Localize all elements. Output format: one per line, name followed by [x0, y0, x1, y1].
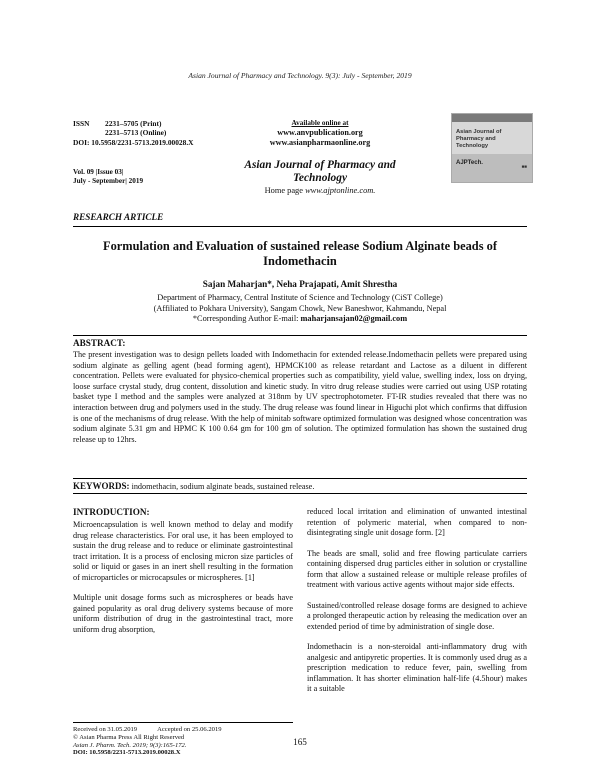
publisher-url-1[interactable]: www.anvpublication.org	[277, 128, 363, 138]
doi-header: DOI: 10.5958/2231-5713.2019.00028.X	[73, 137, 194, 147]
accepted-date: Accepted on 25.06.2019	[157, 726, 222, 733]
cover-body	[452, 154, 532, 182]
volume-period: July - September| 2019	[73, 177, 144, 186]
available-online-label: Available online at	[291, 119, 349, 127]
affiliation-line-2: (Affiliated to Pokhara University), Sangam Chowk, New Baneshwor, Kahmandu, Nepal	[153, 303, 447, 313]
journal-home	[225, 186, 415, 195]
home-label: Home page	[264, 186, 303, 195]
issn-online: 2231–5713 (Online)	[105, 128, 167, 138]
authors: Sajan Maharjan*, Neha Prajapati, Amit Shrestha	[202, 279, 398, 289]
running-header: Asian Journal of Pharmacy and Technology. 9(3): July - September, 2019	[188, 71, 412, 80]
intro-paragraph: The beads are small, solid and free flowing particulate carriers containing dispersed drug particles either in solution or crystalline form that allow a sustained release or multiple release profiles of treatment with various active agents without major side effects.	[307, 548, 527, 589]
header-divider	[73, 226, 527, 227]
journal-cover-image	[451, 113, 533, 183]
page-number: 165	[293, 737, 307, 747]
journal-title: Asian Journal of Pharmacy and Technology	[244, 159, 396, 184]
cover-logo: AJPTech.	[456, 160, 483, 166]
cover-band	[452, 114, 532, 122]
paper-title: Formulation and Evaluation of sustained release Sodium Alginate beads of Indomethacin	[103, 239, 497, 268]
abstract-heading: ABSTRACT:	[73, 338, 126, 348]
article-type: RESEARCH ARTICLE	[73, 212, 164, 222]
intro-paragraph: reduced local irritation and elimination of unwanted intestinal retention of polymeric material, when compared to non-disintegrating single unit dosage form. [2]	[307, 507, 527, 537]
publisher-url-2[interactable]: www.asianpharmaonline.org	[269, 138, 371, 148]
affiliation-line-1: Department of Pharmacy, Central Institute of Science and Technology (CiST College)	[157, 293, 443, 302]
corresponding-author	[73, 314, 527, 325]
intro-paragraph: Indomethacin is a non-steroidal anti-inflammatory drug with analgesic and antipyretic properties. It is commonly used drug as a prescription medication to reduce fever, pain, swelling from inflammation. It has shorter elimination half-life (4.5hour) makes it a suitable	[307, 642, 527, 693]
issn-label: ISSN	[73, 119, 90, 128]
introduction-heading: INTRODUCTION:	[73, 507, 150, 517]
abstract-top-divider	[73, 335, 527, 336]
intro-paragraph: Multiple unit dosage forms such as microspheres or beads have gained popularity as oral drug delivery systems because of more uniform distribution of drug in the gastrointestinal tract, more uniform drug absorption,	[73, 593, 293, 634]
keywords-label: KEYWORDS:	[73, 481, 130, 491]
abstract-text: The present investigation was to design pellets loaded with Indomethacin for extended release.Indomethacin pellets were prepared using sodium alginate as gelling agent (bead forming agent), HPMCK100 as release retardant and Lactose as a diluent in different concentration. Pellets were evaluated for physico-chemical properties such as compatibility, yield value, swelling index, loss on drying, loose surface crystal study, drug content, dissolution and kinetic study. In vitro drug release studies were carried out using USP rotating basket type I method and the samples were analyzed at 318nm by UV spectrophotometer. FT-IR studies revealed that there was no interaction between drug and polymers used in the study. The drug release was found linear in Higuchi plot which confirms that diffusion is one of the mechanisms of drug release. With the help of minitab software optimized formulation was designed whose concentration was sodium alginate 5.31 gm and HPMC K 100 0.64 gm for 100 gm of solution. The optimized formulation has shown the sustained drug release up to 12hrs.	[73, 350, 527, 444]
copyright: © Asian Pharma Press All Right Reserved	[73, 733, 185, 741]
footer-doi: DOI: 10.5958/2231-5713.2019.00028.X	[73, 749, 181, 757]
issn-print: 2231–5705 (Print)	[105, 119, 162, 128]
availability-block	[255, 118, 385, 149]
author-email[interactable]: maharjansajan02@gmail.com	[300, 314, 408, 324]
keywords-top-divider	[73, 478, 527, 479]
corresponding-label: *Corresponding Author E-mail:	[192, 314, 299, 324]
volume-issue: Vol. 09 |Issue 03|	[73, 168, 124, 176]
cover-title: Asian Journal of Pharmacy and Technology	[456, 129, 502, 149]
keywords	[73, 481, 527, 491]
keywords-bottom-divider	[73, 493, 527, 494]
affiliation	[73, 293, 527, 325]
intro-paragraph: Sustained/controlled release dosage forms are designed to achieve a prolonged therapeutic action by releasing the medication over an extended period of time by administration of single dose.	[307, 600, 527, 631]
keywords-text: indomethacin, sodium alginate beads, sustained release.	[131, 482, 315, 491]
left-column	[73, 520, 293, 645]
received-date: Received on 31.05.2019	[73, 726, 138, 733]
intro-paragraph: Microencapsulation is well known method to delay and modify drug release characteristics. For oral use, it has been employed to sustain the drug release and to reduce or eliminate gastrointestinal tract irritation. It is a process of enclosing micron size particles of solid or liquid or gases in an inert shell resulting in the formation of microparticles or microcapsules or microspheres. [1]	[73, 520, 293, 582]
volume-block	[73, 168, 143, 186]
footer-divider	[73, 722, 293, 723]
right-column	[307, 507, 527, 705]
citation: Asian J. Pharm. Tech. 2019; 9(3):165-172.	[73, 741, 187, 749]
issn-block	[73, 119, 194, 147]
home-url[interactable]: www.ajptonline.com.	[305, 186, 376, 195]
cover-mark-icon: ■■	[521, 164, 527, 169]
